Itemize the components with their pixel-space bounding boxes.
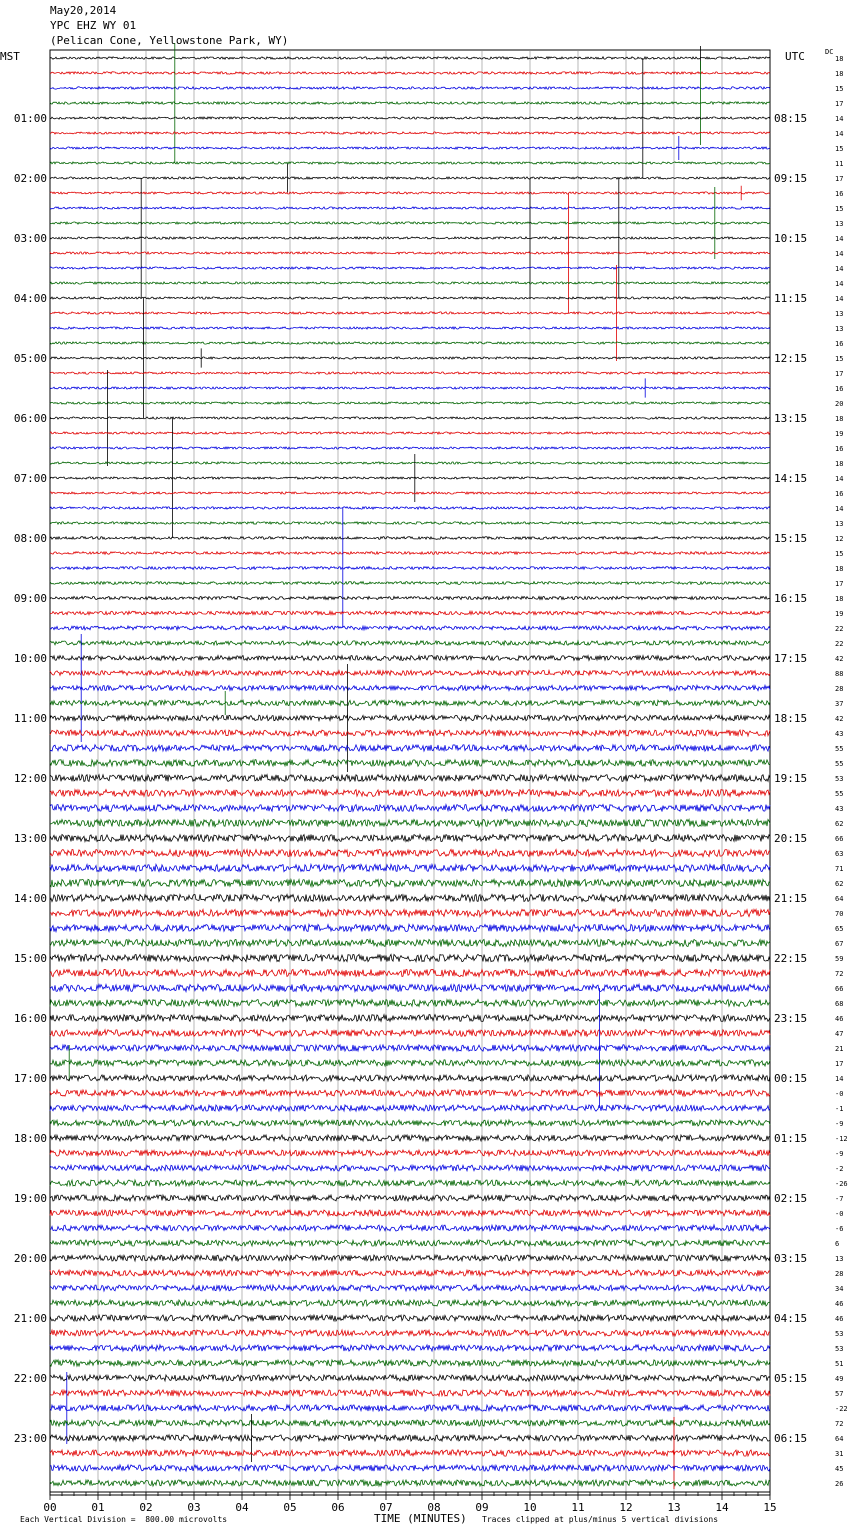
- trace-row: [50, 87, 770, 89]
- right-hour-label: 06:15: [774, 1432, 808, 1445]
- dc-offset-label: 14: [835, 1075, 844, 1083]
- left-hour-label: 21:00: [13, 1312, 47, 1325]
- trace-row: [50, 775, 770, 782]
- dc-offset-label: 46: [835, 1015, 844, 1023]
- dc-offset-label: 55: [835, 760, 844, 768]
- trace-row: [50, 954, 770, 961]
- x-tick-label: 11: [571, 1501, 585, 1514]
- dc-offset-label: 14: [835, 475, 844, 483]
- left-hour-label: 19:00: [13, 1192, 47, 1205]
- trace-row: [50, 492, 770, 494]
- dc-offset-label: -6: [835, 1225, 844, 1233]
- trace-row: [50, 1375, 770, 1381]
- clip-note: Traces clipped at plus/minus 5 vertical divisions: [482, 1515, 719, 1524]
- right-hour-label: 02:15: [774, 1192, 808, 1205]
- right-hour-label: 03:15: [774, 1252, 808, 1265]
- trace-row: [50, 1285, 770, 1291]
- dc-offset-label: 22: [835, 625, 844, 633]
- trace-row: [50, 58, 770, 178]
- dc-label: DC: [825, 48, 834, 56]
- trace-row: [50, 187, 770, 259]
- trace-row: [50, 1270, 770, 1276]
- trace-row: [50, 1372, 770, 1444]
- trace-row: [50, 1315, 770, 1321]
- dc-offset-label: 55: [835, 745, 844, 753]
- dc-offset-label: 46: [835, 1315, 844, 1323]
- trace-row: [50, 72, 770, 74]
- x-tick-label: 09: [475, 1501, 489, 1514]
- dc-offset-label: 18: [835, 460, 844, 468]
- x-tick-label: 15: [763, 1501, 777, 1514]
- trace-row: [50, 1135, 770, 1141]
- left-hour-label: 22:00: [13, 1372, 47, 1385]
- trace-row: [50, 924, 770, 931]
- trace-row: [50, 582, 770, 585]
- trace-row: [50, 1240, 770, 1246]
- dc-offset-label: -7: [835, 1195, 844, 1203]
- dc-offset-label: 11: [835, 160, 844, 168]
- trace-row: [50, 1417, 770, 1489]
- trace-row: [50, 1180, 770, 1186]
- dc-offset-label: 18: [835, 70, 844, 78]
- dc-offset-label: 51: [835, 1360, 844, 1368]
- trace-row: [50, 1225, 770, 1231]
- dc-offset-label: 28: [835, 685, 844, 693]
- scale-note: Each Vertical Division = 800.00 microvolts: [20, 1515, 228, 1524]
- trace-row: [50, 790, 770, 797]
- dc-offset-label: 42: [835, 715, 844, 723]
- trace-row: [50, 849, 770, 856]
- dc-offset-label: 18: [835, 595, 844, 603]
- left-hour-label: 01:00: [13, 112, 47, 125]
- trace-row: [50, 730, 770, 736]
- trace-row: [50, 1360, 770, 1366]
- dc-offset-label: 20: [835, 400, 844, 408]
- dc-offset-label: 18: [835, 415, 844, 423]
- dc-offset-label: -26: [835, 1180, 848, 1188]
- right-hour-label: 00:15: [774, 1072, 808, 1085]
- dc-offset-label: 64: [835, 1435, 844, 1443]
- right-hour-label: 18:15: [774, 712, 808, 725]
- dc-offset-label: 12: [835, 535, 844, 543]
- dc-offset-label: 13: [835, 520, 844, 528]
- x-tick-label: 06: [331, 1501, 345, 1514]
- dc-offset-label: 17: [835, 100, 844, 108]
- dc-offset-label: 53: [835, 1330, 844, 1338]
- left-hour-label: 17:00: [13, 1072, 47, 1085]
- trace-row: [50, 1030, 770, 1037]
- dc-offset-label: 62: [835, 880, 844, 888]
- x-tick-label: 14: [715, 1501, 729, 1514]
- right-hour-label: 23:15: [774, 1012, 808, 1025]
- dc-offset-label: 71: [835, 865, 844, 873]
- left-hour-label: 23:00: [13, 1432, 47, 1445]
- trace-row: [50, 186, 770, 200]
- trace-row: [50, 370, 770, 466]
- right-hour-label: 22:15: [774, 952, 808, 965]
- right-hour-label: 05:15: [774, 1372, 808, 1385]
- dc-offset-label: 17: [835, 580, 844, 588]
- dc-offset-label: 17: [835, 175, 844, 183]
- left-hour-label: 04:00: [13, 292, 47, 305]
- dc-offset-label: 15: [835, 145, 844, 153]
- x-tick-label: 00: [43, 1501, 57, 1514]
- trace-row: [50, 193, 770, 313]
- dc-offset-label: 15: [835, 85, 844, 93]
- right-hour-label: 21:15: [774, 892, 808, 905]
- left-hour-label: 12:00: [13, 772, 47, 785]
- dc-offset-label: 62: [835, 820, 844, 828]
- dc-offset-label: -1: [835, 1105, 844, 1113]
- left-hour-label: 13:00: [13, 832, 47, 845]
- left-hour-label: 02:00: [13, 172, 47, 185]
- trace-row: [50, 1105, 770, 1111]
- dc-offset-label: -0: [835, 1210, 844, 1218]
- trace-row: [50, 447, 770, 449]
- dc-offset-label: 57: [835, 1390, 844, 1398]
- trace-row: [50, 178, 770, 298]
- left-hour-label: 15:00: [13, 952, 47, 965]
- trace-row: [50, 805, 770, 812]
- trace-row: [50, 1330, 770, 1336]
- trace-row: [50, 1075, 770, 1081]
- dc-offset-label: 66: [835, 835, 844, 843]
- dc-offset-label: -9: [835, 1120, 844, 1128]
- right-hour-label: 19:15: [774, 772, 808, 785]
- trace-row: [50, 43, 770, 163]
- trace-row: [50, 664, 770, 772]
- left-hour-label: 18:00: [13, 1132, 47, 1145]
- right-hour-label: 11:15: [774, 292, 808, 305]
- trace-row: [50, 136, 770, 160]
- left-hour-label: 05:00: [13, 352, 47, 365]
- right-hour-label: 16:15: [774, 592, 808, 605]
- right-hour-label: 15:15: [774, 532, 808, 545]
- dc-offset-label: 18: [835, 565, 844, 573]
- dc-offset-label: 14: [835, 265, 844, 273]
- x-tick-label: 01: [91, 1501, 105, 1514]
- dc-offset-label: 64: [835, 895, 844, 903]
- trace-row: [50, 641, 770, 645]
- dc-offset-label: 19: [835, 430, 844, 438]
- trace-row: [50, 1000, 770, 1007]
- x-tick-label: 07: [379, 1501, 393, 1514]
- trace-row: [50, 760, 770, 767]
- left-hour-label: 10:00: [13, 652, 47, 665]
- trace-row: [50, 864, 770, 871]
- dc-offset-label: 14: [835, 505, 844, 513]
- trace-row: [50, 462, 770, 464]
- trace-row: [50, 162, 770, 164]
- dc-offset-label: 22: [835, 640, 844, 648]
- trace-row: [50, 1255, 770, 1261]
- trace-row: [50, 596, 770, 599]
- trace-row: [50, 939, 770, 946]
- dc-offset-label: 16: [835, 445, 844, 453]
- trace-row: [50, 537, 770, 540]
- dc-offset-label: -0: [835, 1090, 844, 1098]
- dc-offset-label: 14: [835, 280, 844, 288]
- dc-offset-label: 17: [835, 370, 844, 378]
- trace-row: [50, 671, 770, 676]
- right-hour-label: 14:15: [774, 472, 808, 485]
- trace-row: [50, 342, 770, 344]
- dc-offset-label: 14: [835, 250, 844, 258]
- dc-offset-label: 16: [835, 190, 844, 198]
- right-hour-label: 09:15: [774, 172, 808, 185]
- dc-offset-label: 16: [835, 340, 844, 348]
- dc-offset-label: 53: [835, 1345, 844, 1353]
- dc-offset-label: 43: [835, 805, 844, 813]
- dc-offset-label: 65: [835, 925, 844, 933]
- trace-row: [50, 1150, 770, 1156]
- dc-offset-label: 13: [835, 220, 844, 228]
- plot-frame: [50, 50, 770, 1495]
- dc-offset-label: 37: [835, 700, 844, 708]
- right-hour-label: 17:15: [774, 652, 808, 665]
- trace-row: [50, 611, 770, 615]
- right-hour-label: 01:15: [774, 1132, 808, 1145]
- trace-row: [50, 819, 770, 826]
- dc-offset-label: 13: [835, 310, 844, 318]
- trace-row: [50, 298, 770, 418]
- trace-row: [50, 626, 770, 630]
- trace-row: [50, 552, 770, 555]
- left-hour-label: 14:00: [13, 892, 47, 905]
- left-hour-label: 20:00: [13, 1252, 47, 1265]
- left-hour-label: 09:00: [13, 592, 47, 605]
- trace-row: [50, 508, 770, 628]
- trace-row: [50, 372, 770, 374]
- trace-row: [50, 1390, 770, 1396]
- trace-row: [50, 834, 770, 841]
- left-hour-label: 08:00: [13, 532, 47, 545]
- trace-row: [50, 634, 770, 742]
- trace-row: [50, 1345, 770, 1351]
- right-hour-label: 08:15: [774, 112, 808, 125]
- header-location: (Pelican Cone, Yellowstone Park, WY): [50, 34, 289, 47]
- trace-row: [50, 1480, 770, 1486]
- right-hour-label: 13:15: [774, 412, 808, 425]
- left-hour-label: 03:00: [13, 232, 47, 245]
- trace-row: [50, 1195, 770, 1201]
- dc-offset-label: 72: [835, 970, 844, 978]
- trace-row: [50, 402, 770, 404]
- dc-offset-label: 13: [835, 1255, 844, 1263]
- dc-offset-label: -22: [835, 1405, 848, 1413]
- right-hour-label: 10:15: [774, 232, 808, 245]
- trace-row: [50, 265, 770, 361]
- trace-row: [50, 327, 770, 329]
- trace-row: [50, 1165, 770, 1171]
- trace-row: [50, 1420, 770, 1426]
- dc-offset-label: 53: [835, 775, 844, 783]
- x-tick-label: 05: [283, 1501, 297, 1514]
- trace-row: [50, 378, 770, 397]
- trace-row: [50, 691, 770, 715]
- trace-row: [50, 282, 770, 284]
- dc-offset-label: 31: [835, 1450, 844, 1458]
- dc-offset-label: 43: [835, 730, 844, 738]
- dc-offset-label: 46: [835, 1300, 844, 1308]
- trace-row: [50, 267, 770, 269]
- x-tick-label: 08: [427, 1501, 441, 1514]
- trace-row: [50, 894, 770, 901]
- dc-offset-label: 47: [835, 1030, 844, 1038]
- trace-row: [50, 1090, 770, 1096]
- dc-offset-label: 6: [835, 1240, 840, 1248]
- x-tick-label: 13: [667, 1501, 681, 1514]
- trace-row: [50, 984, 770, 991]
- dc-offset-label: -2: [835, 1165, 844, 1173]
- dc-offset-label: 16: [835, 490, 844, 498]
- trace-row: [50, 522, 770, 524]
- right-timezone-label: UTC: [785, 50, 805, 63]
- dc-offset-label: 66: [835, 985, 844, 993]
- left-timezone-label: MST: [0, 50, 20, 63]
- dc-offset-label: 88: [835, 670, 844, 678]
- dc-offset-label: -9: [835, 1150, 844, 1158]
- dc-offset-label: 15: [835, 550, 844, 558]
- trace-row: [50, 969, 770, 976]
- header-date: May20,2014: [50, 4, 117, 17]
- minute-grid: [50, 50, 770, 1495]
- trace-row: [50, 132, 770, 134]
- header-station: YPC EHZ WY 01: [50, 19, 137, 32]
- trace-row: [50, 1465, 770, 1471]
- dc-offset-label: 63: [835, 850, 844, 858]
- dc-offset-label: -12: [835, 1135, 848, 1143]
- dc-offset-label: 16: [835, 385, 844, 393]
- right-hour-label: 12:15: [774, 352, 808, 365]
- dc-offset-label: 72: [835, 1420, 844, 1428]
- trace-row: [50, 418, 770, 538]
- x-axis-title: TIME (MINUTES): [374, 1512, 467, 1525]
- dc-offset-label: 19: [835, 610, 844, 618]
- trace-row: [50, 1210, 770, 1216]
- trace-row: [50, 207, 770, 209]
- trace-row: [50, 656, 770, 661]
- trace-row: [50, 1120, 770, 1126]
- dc-offset-label: 45: [835, 1465, 844, 1473]
- dc-offset-label: 70: [835, 910, 844, 918]
- dc-offset-label: 21: [835, 1045, 844, 1053]
- dc-offset-label: 28: [835, 1270, 844, 1278]
- trace-row: [50, 909, 770, 916]
- x-tick-label: 04: [235, 1501, 249, 1514]
- dc-offset-label: 13: [835, 325, 844, 333]
- trace-row: [50, 164, 770, 193]
- x-tick-label: 03: [187, 1501, 201, 1514]
- dc-offset-label: 15: [835, 355, 844, 363]
- trace-row: [50, 507, 770, 509]
- dc-offset-label: 67: [835, 940, 844, 948]
- dc-offset-label: 15: [835, 205, 844, 213]
- left-hour-label: 16:00: [13, 1012, 47, 1025]
- dc-offset-label: 17: [835, 1060, 844, 1068]
- dc-offset-label: 14: [835, 295, 844, 303]
- trace-row: [50, 1300, 770, 1306]
- trace-row: [50, 432, 770, 434]
- dc-offset-label: 14: [835, 235, 844, 243]
- dc-offset-label: 49: [835, 1375, 844, 1383]
- left-hour-label: 07:00: [13, 472, 47, 485]
- dc-offset-label: 68: [835, 1000, 844, 1008]
- trace-row: [50, 879, 770, 886]
- dc-offset-label: 18: [835, 55, 844, 63]
- right-hour-label: 04:15: [774, 1312, 808, 1325]
- dc-offset-label: 34: [835, 1285, 844, 1293]
- x-tick-label: 10: [523, 1501, 537, 1514]
- dc-offset-label: 42: [835, 655, 844, 663]
- dc-offset-label: 55: [835, 790, 844, 798]
- x-tick-label: 12: [619, 1501, 633, 1514]
- right-hour-label: 20:15: [774, 832, 808, 845]
- dc-offset-label: 14: [835, 130, 844, 138]
- trace-row: [50, 745, 770, 751]
- trace-row: [50, 1015, 770, 1022]
- dc-offset-label: 14: [835, 115, 844, 123]
- trace-row: [50, 297, 770, 299]
- trace-layer: [50, 43, 770, 1489]
- x-tick-label: 02: [139, 1501, 153, 1514]
- left-hour-label: 11:00: [13, 712, 47, 725]
- left-hour-label: 06:00: [13, 412, 47, 425]
- dc-offset-label: 59: [835, 955, 844, 963]
- dc-offset-label: 26: [835, 1480, 844, 1488]
